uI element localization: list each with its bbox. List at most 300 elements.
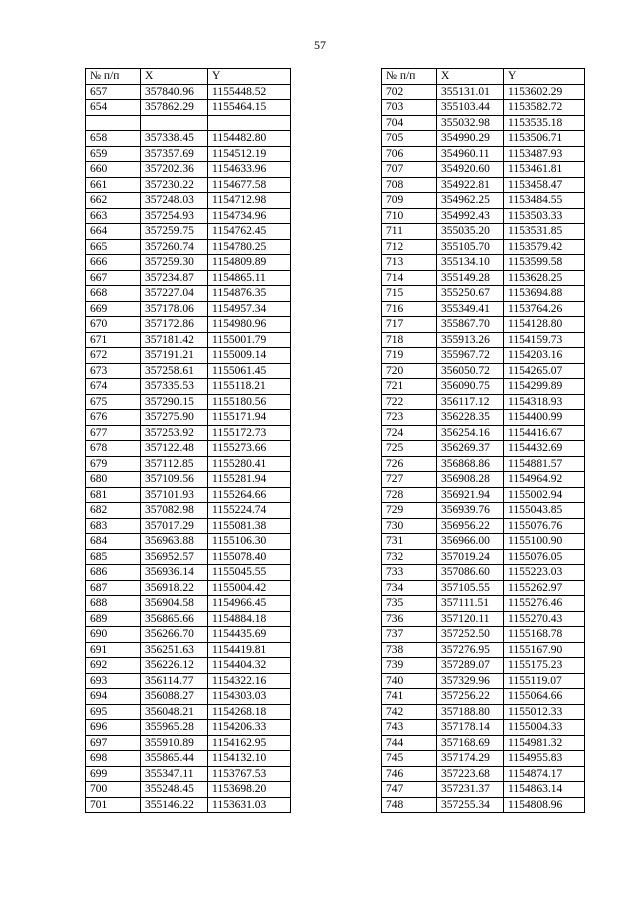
table-row bbox=[382, 689, 585, 705]
cell-y-coordinate: 1154128.80 bbox=[504, 317, 585, 333]
cell-point-number: 715 bbox=[382, 286, 437, 302]
table-row bbox=[382, 472, 585, 488]
cell-x-coordinate: 357082.98 bbox=[141, 503, 208, 519]
cell-x-coordinate: 357252.50 bbox=[437, 627, 504, 643]
table-row bbox=[382, 642, 585, 658]
cell-y-coordinate: 1155076.76 bbox=[504, 518, 585, 534]
cell-y-coordinate: 1154881.57 bbox=[504, 456, 585, 472]
cell-point-number: 675 bbox=[86, 394, 141, 410]
cell-x-coordinate: 357357.69 bbox=[141, 146, 208, 162]
cell-point-number: 703 bbox=[382, 100, 437, 116]
cell-point-number: 748 bbox=[382, 797, 437, 813]
table-row bbox=[382, 658, 585, 674]
table-row bbox=[382, 162, 585, 178]
cell-x-coordinate: 355248.45 bbox=[141, 782, 208, 798]
cell-x-coordinate: 356269.37 bbox=[437, 441, 504, 457]
cell-y-coordinate: 1154162.95 bbox=[208, 735, 291, 751]
table-row bbox=[382, 239, 585, 255]
cell-point-number: 733 bbox=[382, 565, 437, 581]
table-row bbox=[86, 100, 291, 116]
cell-y-coordinate: 1155273.66 bbox=[208, 441, 291, 457]
cell-x-coordinate: 357290.15 bbox=[141, 394, 208, 410]
cell-x-coordinate: 357122.48 bbox=[141, 441, 208, 457]
cell-x-coordinate: 355349.41 bbox=[437, 301, 504, 317]
table-row bbox=[382, 425, 585, 441]
cell-point-number: 678 bbox=[86, 441, 141, 457]
cell-x-coordinate: 356956.22 bbox=[437, 518, 504, 534]
cell-point-number: 712 bbox=[382, 239, 437, 255]
cell-x-coordinate: 356251.63 bbox=[141, 642, 208, 658]
cell-point-number: 732 bbox=[382, 549, 437, 565]
cell-y-coordinate: 1155264.66 bbox=[208, 487, 291, 503]
table-header-row bbox=[382, 69, 585, 85]
table-row bbox=[86, 766, 291, 782]
table-row bbox=[382, 317, 585, 333]
cell-y-coordinate: 1155223.03 bbox=[504, 565, 585, 581]
cell-y-coordinate: 1154416.67 bbox=[504, 425, 585, 441]
cell-point-number: 721 bbox=[382, 379, 437, 395]
table-row bbox=[86, 379, 291, 395]
table-row bbox=[86, 317, 291, 333]
cell-point-number: 682 bbox=[86, 503, 141, 519]
cell-point-number: 742 bbox=[382, 704, 437, 720]
table-row bbox=[382, 410, 585, 426]
cell-x-coordinate: 355910.89 bbox=[141, 735, 208, 751]
cell-x-coordinate: 356865.66 bbox=[141, 611, 208, 627]
table-row bbox=[382, 456, 585, 472]
cell-x-coordinate: 357275.90 bbox=[141, 410, 208, 426]
cell-x-coordinate: 356904.58 bbox=[141, 596, 208, 612]
table-row bbox=[86, 627, 291, 643]
cell-point-number: 735 bbox=[382, 596, 437, 612]
table-row bbox=[382, 766, 585, 782]
cell-y-coordinate: 1154404.32 bbox=[208, 658, 291, 674]
cell-x-coordinate: 357259.75 bbox=[141, 224, 208, 240]
cell-point-number: 714 bbox=[382, 270, 437, 286]
cell-y-coordinate: 1155004.33 bbox=[504, 720, 585, 736]
table-row bbox=[382, 286, 585, 302]
cell-x-coordinate: 356226.12 bbox=[141, 658, 208, 674]
cell-y-coordinate: 1154863.14 bbox=[504, 782, 585, 798]
cell-point-number: 676 bbox=[86, 410, 141, 426]
cell-y-coordinate: 1154809.89 bbox=[208, 255, 291, 271]
page-number: 57 bbox=[314, 38, 326, 52]
cell-y-coordinate: 1155464.15 bbox=[208, 100, 291, 116]
cell-y-coordinate: 1155012.33 bbox=[504, 704, 585, 720]
cell-point-number: 707 bbox=[382, 162, 437, 178]
cell-point-number: 709 bbox=[382, 193, 437, 209]
header-num: № п/п bbox=[86, 69, 141, 85]
cell-point-number: 744 bbox=[382, 735, 437, 751]
header-x: X bbox=[437, 69, 504, 85]
cell-point-number: 670 bbox=[86, 317, 141, 333]
table-row bbox=[382, 549, 585, 565]
cell-x-coordinate: 357260.74 bbox=[141, 239, 208, 255]
cell-x-coordinate: 355131.01 bbox=[437, 84, 504, 100]
cell-x-coordinate: 356048.21 bbox=[141, 704, 208, 720]
cell-x-coordinate: 357276.95 bbox=[437, 642, 504, 658]
cell-point-number: 665 bbox=[86, 239, 141, 255]
cell-point-number: 693 bbox=[86, 673, 141, 689]
cell-x-coordinate: 355913.26 bbox=[437, 332, 504, 348]
cell-x-coordinate: 356266.70 bbox=[141, 627, 208, 643]
cell-point-number: 696 bbox=[86, 720, 141, 736]
cell-y-coordinate: 1154876.35 bbox=[208, 286, 291, 302]
cell-x-coordinate: 356254.16 bbox=[437, 425, 504, 441]
cell-y-coordinate: 1155064.66 bbox=[504, 689, 585, 705]
cell-x-coordinate: 355865.44 bbox=[141, 751, 208, 767]
cell-point-number: 657 bbox=[86, 84, 141, 100]
cell-x-coordinate: 356918.22 bbox=[141, 580, 208, 596]
cell-y-coordinate: 1153602.29 bbox=[504, 84, 585, 100]
cell-x-coordinate: 357017.29 bbox=[141, 518, 208, 534]
cell-point-number: 695 bbox=[86, 704, 141, 720]
table-row bbox=[86, 224, 291, 240]
cell-x-coordinate: 356908.28 bbox=[437, 472, 504, 488]
cell-point-number: 701 bbox=[86, 797, 141, 813]
table-row bbox=[86, 239, 291, 255]
cell-y-coordinate: 1155262.97 bbox=[504, 580, 585, 596]
table-row bbox=[86, 363, 291, 379]
cell-y-coordinate: 1153694.88 bbox=[504, 286, 585, 302]
cell-x-coordinate: 357111.51 bbox=[437, 596, 504, 612]
table-row bbox=[86, 642, 291, 658]
cell-x-coordinate: 357253.92 bbox=[141, 425, 208, 441]
cell-x-coordinate: 354960.11 bbox=[437, 146, 504, 162]
table-row bbox=[86, 580, 291, 596]
cell-x-coordinate: 357188.80 bbox=[437, 704, 504, 720]
cell-x-coordinate: 355149.28 bbox=[437, 270, 504, 286]
cell-x-coordinate: 354990.29 bbox=[437, 131, 504, 147]
cell-point-number: 677 bbox=[86, 425, 141, 441]
header-y: Y bbox=[504, 69, 585, 85]
table-row bbox=[86, 518, 291, 534]
cell-y-coordinate: 1155168.78 bbox=[504, 627, 585, 643]
cell-point-number: 734 bbox=[382, 580, 437, 596]
cell-y-coordinate: 1155061.45 bbox=[208, 363, 291, 379]
cell-y-coordinate: 1153628.25 bbox=[504, 270, 585, 286]
cell-y-coordinate: 1154964.92 bbox=[504, 472, 585, 488]
cell-x-coordinate: 357335.53 bbox=[141, 379, 208, 395]
table-row bbox=[382, 751, 585, 767]
cell-y-coordinate: 1155043.85 bbox=[504, 503, 585, 519]
cell-x-coordinate: 356088.27 bbox=[141, 689, 208, 705]
cell-point-number: 726 bbox=[382, 456, 437, 472]
cell-y-coordinate: 1155172.73 bbox=[208, 425, 291, 441]
table-row bbox=[382, 673, 585, 689]
table-row bbox=[382, 146, 585, 162]
cell-point-number: 660 bbox=[86, 162, 141, 178]
cell-x-coordinate: 356117.12 bbox=[437, 394, 504, 410]
cell-y-coordinate: 1155106.30 bbox=[208, 534, 291, 550]
cell-y-coordinate: 1155118.21 bbox=[208, 379, 291, 395]
table-row bbox=[86, 472, 291, 488]
cell-x-coordinate: 356921.94 bbox=[437, 487, 504, 503]
table-row bbox=[86, 332, 291, 348]
cell-y-coordinate: 1153579.42 bbox=[504, 239, 585, 255]
cell-point-number: 687 bbox=[86, 580, 141, 596]
cell-x-coordinate: 357840.96 bbox=[141, 84, 208, 100]
cell-y-coordinate: 1153461.81 bbox=[504, 162, 585, 178]
table-row bbox=[382, 487, 585, 503]
cell-y-coordinate: 1153484.55 bbox=[504, 193, 585, 209]
cell-y-coordinate: 1155180.56 bbox=[208, 394, 291, 410]
cell-y-coordinate: 1154322.16 bbox=[208, 673, 291, 689]
table-row bbox=[86, 735, 291, 751]
cell-x-coordinate: 354920.60 bbox=[437, 162, 504, 178]
table-row bbox=[86, 658, 291, 674]
cell-point-number: 658 bbox=[86, 131, 141, 147]
cell-x-coordinate: 355967.72 bbox=[437, 348, 504, 364]
table-row bbox=[382, 596, 585, 612]
cell-point-number: 729 bbox=[382, 503, 437, 519]
table-row bbox=[86, 177, 291, 193]
cell-x-coordinate: 357259.30 bbox=[141, 255, 208, 271]
cell-y-coordinate: 1155045.55 bbox=[208, 565, 291, 581]
cell-y-coordinate: 1153767.53 bbox=[208, 766, 291, 782]
cell-point-number: 705 bbox=[382, 131, 437, 147]
table-row bbox=[382, 797, 585, 813]
cell-y-coordinate: 1155009.14 bbox=[208, 348, 291, 364]
cell-point-number: 730 bbox=[382, 518, 437, 534]
cell-y-coordinate: 1154482.80 bbox=[208, 131, 291, 147]
cell-point-number: 720 bbox=[382, 363, 437, 379]
cell-point-number: 689 bbox=[86, 611, 141, 627]
table-row bbox=[382, 224, 585, 240]
table-row bbox=[86, 270, 291, 286]
table-row bbox=[86, 596, 291, 612]
table-row bbox=[86, 456, 291, 472]
cell-x-coordinate: 355035.20 bbox=[437, 224, 504, 240]
cell-y-coordinate: 1155078.40 bbox=[208, 549, 291, 565]
cell-point-number: 708 bbox=[382, 177, 437, 193]
cell-y-coordinate: 1154318.93 bbox=[504, 394, 585, 410]
cell-point-number: 685 bbox=[86, 549, 141, 565]
cell-y-coordinate: 1154884.18 bbox=[208, 611, 291, 627]
table-row bbox=[382, 627, 585, 643]
cell-point-number: 724 bbox=[382, 425, 437, 441]
cell-y-coordinate: 1154268.18 bbox=[208, 704, 291, 720]
table-row bbox=[86, 146, 291, 162]
cell-x-coordinate: 356868.86 bbox=[437, 456, 504, 472]
cell-y-coordinate: 1154400.99 bbox=[504, 410, 585, 426]
cell-point-number: 728 bbox=[382, 487, 437, 503]
table-row bbox=[86, 782, 291, 798]
table-row bbox=[382, 177, 585, 193]
cell-x-coordinate: 356963.88 bbox=[141, 534, 208, 550]
table-row bbox=[86, 565, 291, 581]
cell-x-coordinate: 357862.29 bbox=[141, 100, 208, 116]
header-num: № п/п bbox=[382, 69, 437, 85]
cell-point-number: 743 bbox=[382, 720, 437, 736]
cell-x-coordinate: 356936.14 bbox=[141, 565, 208, 581]
cell-y-coordinate: 1154432.69 bbox=[504, 441, 585, 457]
table-row bbox=[382, 565, 585, 581]
cell-point-number: 672 bbox=[86, 348, 141, 364]
cell-point-number: 710 bbox=[382, 208, 437, 224]
table-row bbox=[382, 394, 585, 410]
table-row bbox=[382, 379, 585, 395]
cell-x-coordinate: 354922.81 bbox=[437, 177, 504, 193]
cell-x-coordinate: 355250.67 bbox=[437, 286, 504, 302]
cell-x-coordinate: 355867.70 bbox=[437, 317, 504, 333]
cell-point-number: 727 bbox=[382, 472, 437, 488]
cell-point-number: 698 bbox=[86, 751, 141, 767]
cell-point-number: 692 bbox=[86, 658, 141, 674]
table-row bbox=[86, 751, 291, 767]
cell-y-coordinate: 1155119.07 bbox=[504, 673, 585, 689]
cell-point-number: 680 bbox=[86, 472, 141, 488]
cell-y-coordinate: 1154808.96 bbox=[504, 797, 585, 813]
table-row bbox=[86, 410, 291, 426]
table-row bbox=[382, 100, 585, 116]
table-row bbox=[86, 301, 291, 317]
cell-x-coordinate: 357258.61 bbox=[141, 363, 208, 379]
cell-point-number: 683 bbox=[86, 518, 141, 534]
coordinates-table-left bbox=[85, 68, 291, 813]
cell-point-number: 674 bbox=[86, 379, 141, 395]
cell-x-coordinate: 355103.44 bbox=[437, 100, 504, 116]
table-row bbox=[382, 611, 585, 627]
table-row bbox=[86, 534, 291, 550]
table-row bbox=[382, 115, 585, 131]
cell-y-coordinate: 1154512.19 bbox=[208, 146, 291, 162]
cell-point-number: 738 bbox=[382, 642, 437, 658]
cell-y-coordinate: 1154265.07 bbox=[504, 363, 585, 379]
table-row bbox=[382, 782, 585, 798]
cell-x-coordinate: 355105.70 bbox=[437, 239, 504, 255]
cell-y-coordinate: 1154419.81 bbox=[208, 642, 291, 658]
cell-y-coordinate: 1155171.94 bbox=[208, 410, 291, 426]
cell-point-number: 686 bbox=[86, 565, 141, 581]
cell-x-coordinate: 357019.24 bbox=[437, 549, 504, 565]
cell-y-coordinate: 1153487.93 bbox=[504, 146, 585, 162]
table-row bbox=[86, 84, 291, 100]
cell-point-number: 679 bbox=[86, 456, 141, 472]
cell-point-number: 661 bbox=[86, 177, 141, 193]
cell-point-number: 663 bbox=[86, 208, 141, 224]
cell-y-coordinate: 1153599.58 bbox=[504, 255, 585, 271]
cell-x-coordinate: 357168.69 bbox=[437, 735, 504, 751]
cell-y-coordinate: 1154712.98 bbox=[208, 193, 291, 209]
cell-point-number: 654 bbox=[86, 100, 141, 116]
cell-y-coordinate: 1154957.34 bbox=[208, 301, 291, 317]
cell-point-number: 699 bbox=[86, 766, 141, 782]
cell-y-coordinate: 1154132.10 bbox=[208, 751, 291, 767]
cell-point-number: 694 bbox=[86, 689, 141, 705]
cell-point-number: 716 bbox=[382, 301, 437, 317]
cell-point-number: 666 bbox=[86, 255, 141, 271]
cell-x-coordinate: 356050.72 bbox=[437, 363, 504, 379]
cell-y-coordinate: 1154734.96 bbox=[208, 208, 291, 224]
table-row bbox=[86, 673, 291, 689]
cell-y-coordinate: 1154865.11 bbox=[208, 270, 291, 286]
cell-point-number: 700 bbox=[86, 782, 141, 798]
cell-x-coordinate: 354992.43 bbox=[437, 208, 504, 224]
table-row bbox=[382, 270, 585, 286]
cell-y-coordinate: 1154159.73 bbox=[504, 332, 585, 348]
cell-point-number: 668 bbox=[86, 286, 141, 302]
cell-y-coordinate: 1153531.85 bbox=[504, 224, 585, 240]
cell-x-coordinate: 357120.11 bbox=[437, 611, 504, 627]
cell-y-coordinate: 1155175.23 bbox=[504, 658, 585, 674]
cell-point-number: 717 bbox=[382, 317, 437, 333]
table-row bbox=[86, 131, 291, 147]
cell-point-number: 737 bbox=[382, 627, 437, 643]
cell-point-number: 725 bbox=[382, 441, 437, 457]
cell-y-coordinate: 1154874.17 bbox=[504, 766, 585, 782]
cell-x-coordinate: 357174.29 bbox=[437, 751, 504, 767]
table-row bbox=[86, 286, 291, 302]
table-row bbox=[86, 441, 291, 457]
cell-y-coordinate: 1155167.90 bbox=[504, 642, 585, 658]
table-row bbox=[382, 84, 585, 100]
cell-point-number: 669 bbox=[86, 301, 141, 317]
cell-point-number: 722 bbox=[382, 394, 437, 410]
cell-point-number: 723 bbox=[382, 410, 437, 426]
cell-point-number: 745 bbox=[382, 751, 437, 767]
cell-point-number: 697 bbox=[86, 735, 141, 751]
cell-x-coordinate: 356228.35 bbox=[437, 410, 504, 426]
cell-x-coordinate: 357338.45 bbox=[141, 131, 208, 147]
cell-y-coordinate: 1154966.45 bbox=[208, 596, 291, 612]
cell-x-coordinate: 355146.22 bbox=[141, 797, 208, 813]
cell-x-coordinate: 357230.22 bbox=[141, 177, 208, 193]
cell-y-coordinate: 1154203.16 bbox=[504, 348, 585, 364]
table-row bbox=[86, 704, 291, 720]
cell-point-number: 718 bbox=[382, 332, 437, 348]
cell-point-number: 746 bbox=[382, 766, 437, 782]
table-header-row bbox=[86, 69, 291, 85]
cell-x-coordinate: 357256.22 bbox=[437, 689, 504, 705]
cell-y-coordinate bbox=[208, 115, 291, 131]
cell-x-coordinate: 357248.03 bbox=[141, 193, 208, 209]
cell-y-coordinate: 1153764.26 bbox=[504, 301, 585, 317]
table-row bbox=[86, 115, 291, 131]
coordinates-table-right bbox=[381, 68, 585, 813]
table-row bbox=[382, 580, 585, 596]
cell-x-coordinate: 355134.10 bbox=[437, 255, 504, 271]
cell-x-coordinate: 357255.34 bbox=[437, 797, 504, 813]
cell-point-number: 691 bbox=[86, 642, 141, 658]
cell-point-number: 659 bbox=[86, 146, 141, 162]
table-row bbox=[382, 704, 585, 720]
cell-x-coordinate: 357112.85 bbox=[141, 456, 208, 472]
table-row bbox=[86, 797, 291, 813]
table-row bbox=[382, 301, 585, 317]
cell-x-coordinate: 357231.37 bbox=[437, 782, 504, 798]
cell-y-coordinate: 1154677.58 bbox=[208, 177, 291, 193]
table-row bbox=[382, 348, 585, 364]
cell-x-coordinate: 357234.87 bbox=[141, 270, 208, 286]
cell-y-coordinate: 1154955.83 bbox=[504, 751, 585, 767]
cell-x-coordinate: 357105.55 bbox=[437, 580, 504, 596]
cell-point-number: 671 bbox=[86, 332, 141, 348]
table-row bbox=[382, 720, 585, 736]
table-row bbox=[86, 503, 291, 519]
cell-x-coordinate: 355347.11 bbox=[141, 766, 208, 782]
cell-point-number: 702 bbox=[382, 84, 437, 100]
cell-y-coordinate: 1155224.74 bbox=[208, 503, 291, 519]
cell-x-coordinate: 356939.76 bbox=[437, 503, 504, 519]
cell-x-coordinate: 357289.07 bbox=[437, 658, 504, 674]
cell-point-number: 684 bbox=[86, 534, 141, 550]
cell-y-coordinate: 1154435.69 bbox=[208, 627, 291, 643]
cell-y-coordinate: 1153582.72 bbox=[504, 100, 585, 116]
cell-x-coordinate: 357223.68 bbox=[437, 766, 504, 782]
cell-y-coordinate: 1153535.18 bbox=[504, 115, 585, 131]
cell-point-number: 662 bbox=[86, 193, 141, 209]
